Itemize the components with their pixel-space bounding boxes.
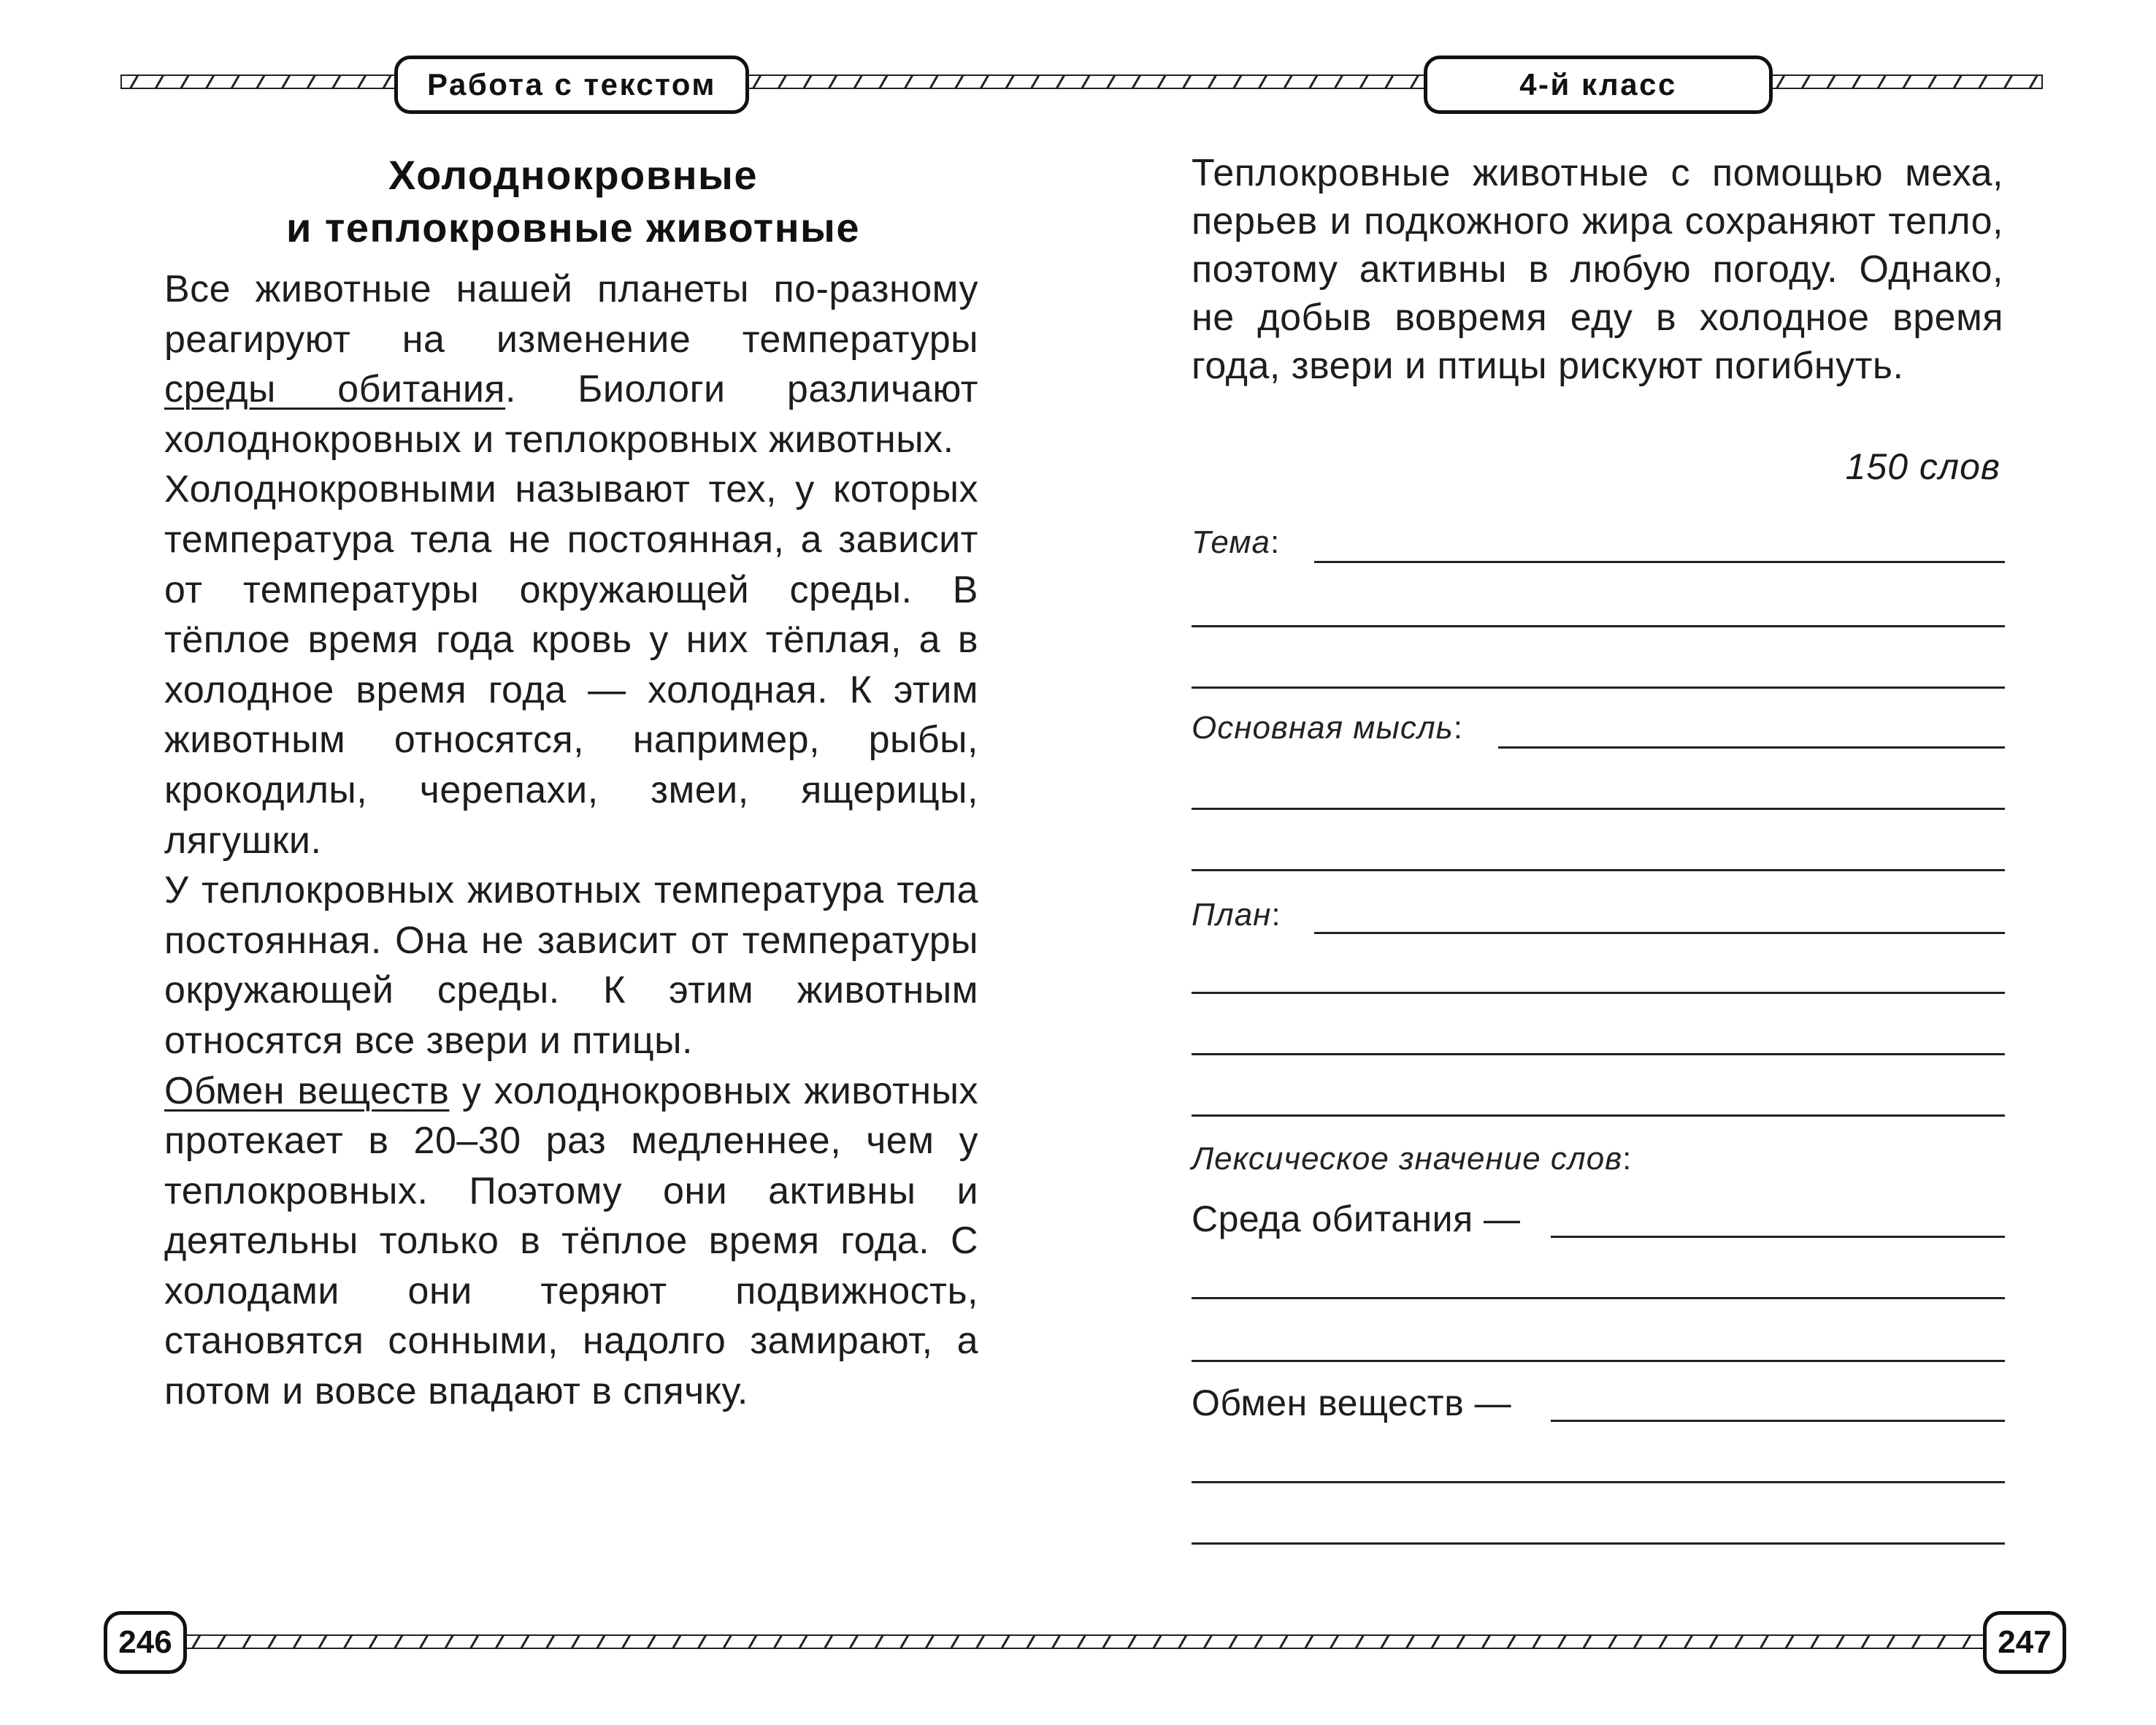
term-habitat: среды обитания xyxy=(164,368,506,411)
plan-answer-line-4[interactable] xyxy=(1192,1114,2005,1117)
word-count: 150 слов xyxy=(1845,446,2000,487)
paragraph-1: Все животные нашей планеты по-разному реагируют на изменение температуры среды обитания. Биологи различают холоднокровных и теплокровных животных. xyxy=(164,268,978,461)
theme-answer-line-2[interactable] xyxy=(1192,625,2005,627)
habitat-answer-line-2[interactable] xyxy=(1192,1297,2005,1299)
metabolism-answer-line-3[interactable] xyxy=(1192,1542,2005,1545)
paragraph-5: Теплокровные животные с помощью меха, перьев и подкожного жира сохраняют тепло, поэтому активны в любую погоду. Однако, не добыв вовремя еду в холодное время года, звери и птицы рискуют погибнуть. xyxy=(1192,152,2003,387)
habitat-answer-line-3[interactable] xyxy=(1192,1360,2005,1362)
paragraph-2: Холоднокровными называют тех, у которых температура тела не постоянная, а зависит от температуры окружающей среды. В тёплое время года кровь у них тёплая, а в холодное время года — холодная. К этим животным относятся, например, рыбы, крокодилы, черепахи, змеи, ящерицы, лягушки. xyxy=(164,468,978,862)
term-metabolism: Обмен веществ xyxy=(164,1069,450,1112)
theme-answer-line-3[interactable] xyxy=(1192,686,2005,689)
paragraph-4: Обмен веществ у холоднокровных животных протекает в 20–30 раз медленнее, чем у теплокровных. Поэтому они активны и деятельны только в тёплое время года. С холодами они теряют подвижность, становятся сонными, надолго замирают, а потом и вовсе впадают в спячку. xyxy=(164,1069,978,1413)
header-tab-section xyxy=(394,56,749,114)
lexical-meaning-label: Лексическое значение слов: xyxy=(1192,1141,1633,1177)
main-idea-label: Основная мысль: xyxy=(1192,710,1464,746)
habitat-answer-line-1[interactable] xyxy=(1551,1236,2005,1238)
section-label: Работа с текстом xyxy=(427,67,716,102)
right-body-text xyxy=(1192,149,2003,390)
header-tab-grade xyxy=(1424,56,1773,114)
main-idea-answer-line-2[interactable] xyxy=(1192,808,2005,810)
plan-answer-line-2[interactable] xyxy=(1192,992,2005,994)
header-rail-left xyxy=(120,74,398,89)
page-number-left: 246 xyxy=(104,1611,187,1674)
paragraph-3: У теплокровных животных температура тела постоянная. Она не зависит от температуры окружающей среды. К этим животным относятся все звери и птицы. xyxy=(164,869,978,1062)
main-idea-answer-line-1[interactable] xyxy=(1498,746,2005,749)
grade-label: 4-й класс xyxy=(1519,67,1677,102)
plan-answer-line-1[interactable] xyxy=(1314,932,2005,934)
theme-label: Тема: xyxy=(1192,524,1281,560)
header-rail-right xyxy=(1767,74,2043,89)
title-line-2: и теплокровные животные xyxy=(286,204,860,250)
title-line-1: Холоднокровные xyxy=(388,152,758,198)
metabolism-answer-line-1[interactable] xyxy=(1551,1420,2005,1422)
header-rail-middle xyxy=(743,74,1430,89)
main-idea-answer-line-3[interactable] xyxy=(1192,869,2005,871)
left-body-text xyxy=(164,264,978,1417)
plan-answer-line-3[interactable] xyxy=(1192,1053,2005,1055)
term-habitat-label: Среда обитания — xyxy=(1192,1198,1521,1239)
page-title xyxy=(168,149,978,254)
plan-label: План: xyxy=(1192,897,1281,933)
term-metabolism-label: Обмен веществ — xyxy=(1192,1382,1512,1423)
theme-answer-line-1[interactable] xyxy=(1314,561,2005,563)
footer-rail xyxy=(183,1634,1986,1649)
metabolism-answer-line-2[interactable] xyxy=(1192,1481,2005,1483)
page-number-right: 247 xyxy=(1983,1611,2066,1674)
